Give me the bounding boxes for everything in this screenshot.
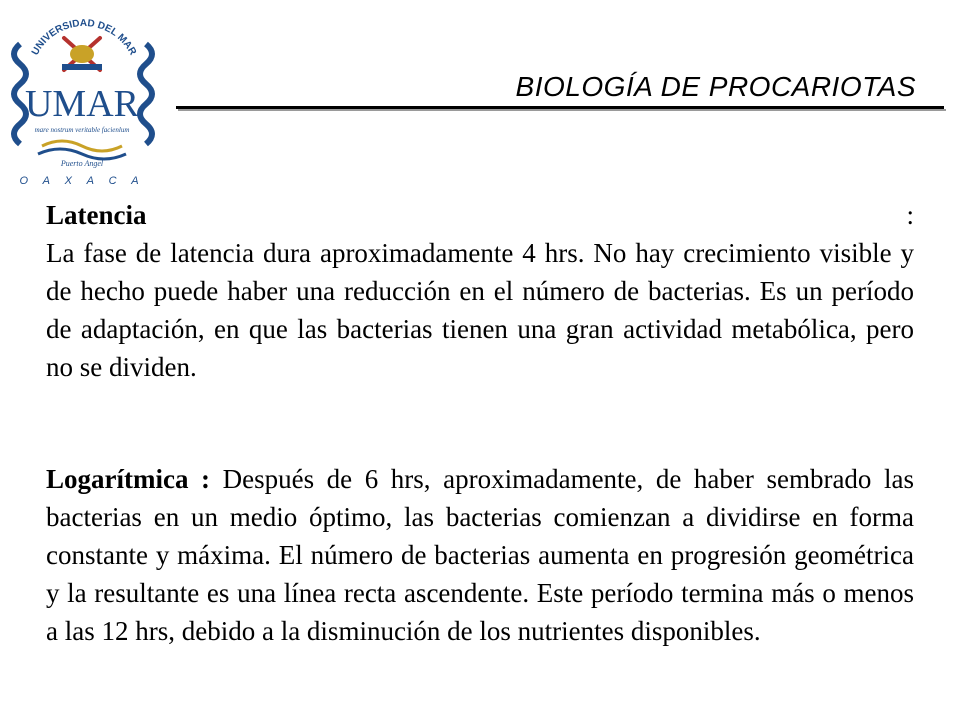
title-underline [176,106,944,109]
logo-motto: mare nostrum veritable facienlum [34,126,130,134]
logaritmica-text: Después de 6 hrs, aproximadamente, de haber sembrado las bacterias en un medio óptimo, las bacterias comienzan a dividirse en forma constante y máxima. El número de bacterias aumenta en progresión geométrica y la resultante es una línea recta ascendente. Este período termina más o menos a las 12 hrs, debido a la disminución de los nutrientes disponibles. [46,464,914,646]
university-logo-emblem [2,4,164,188]
latencia-colon: : [906,200,914,230]
logaritmica-term: Logarítmica : [46,464,211,494]
latencia-paragraph [46,196,914,386]
logaritmica-paragraph [46,460,914,650]
latencia-term: Latencia [46,200,147,230]
university-logo [2,4,164,188]
latencia-heading-line [46,196,914,234]
title-underline-shadow [178,109,946,111]
logo-arc-text: UNIVERSIDAD DEL MAR [29,17,139,58]
logo-place: Puerto Angel [60,159,104,168]
logo-state: O A X A C A [19,175,145,187]
page-title: BIOLOGÍA DE PROCARIOTAS [515,71,916,102]
latencia-text: La fase de latencia dura aproximadamente 4 hrs. No hay crecimiento visible y de hecho puede haber una reducción en el número de bacterias. Es un período de adaptación, en que las bacterias tienen una gran actividad metabólica, pero no se dividen. [46,238,914,382]
logo-monogram: UMAR [24,83,140,125]
